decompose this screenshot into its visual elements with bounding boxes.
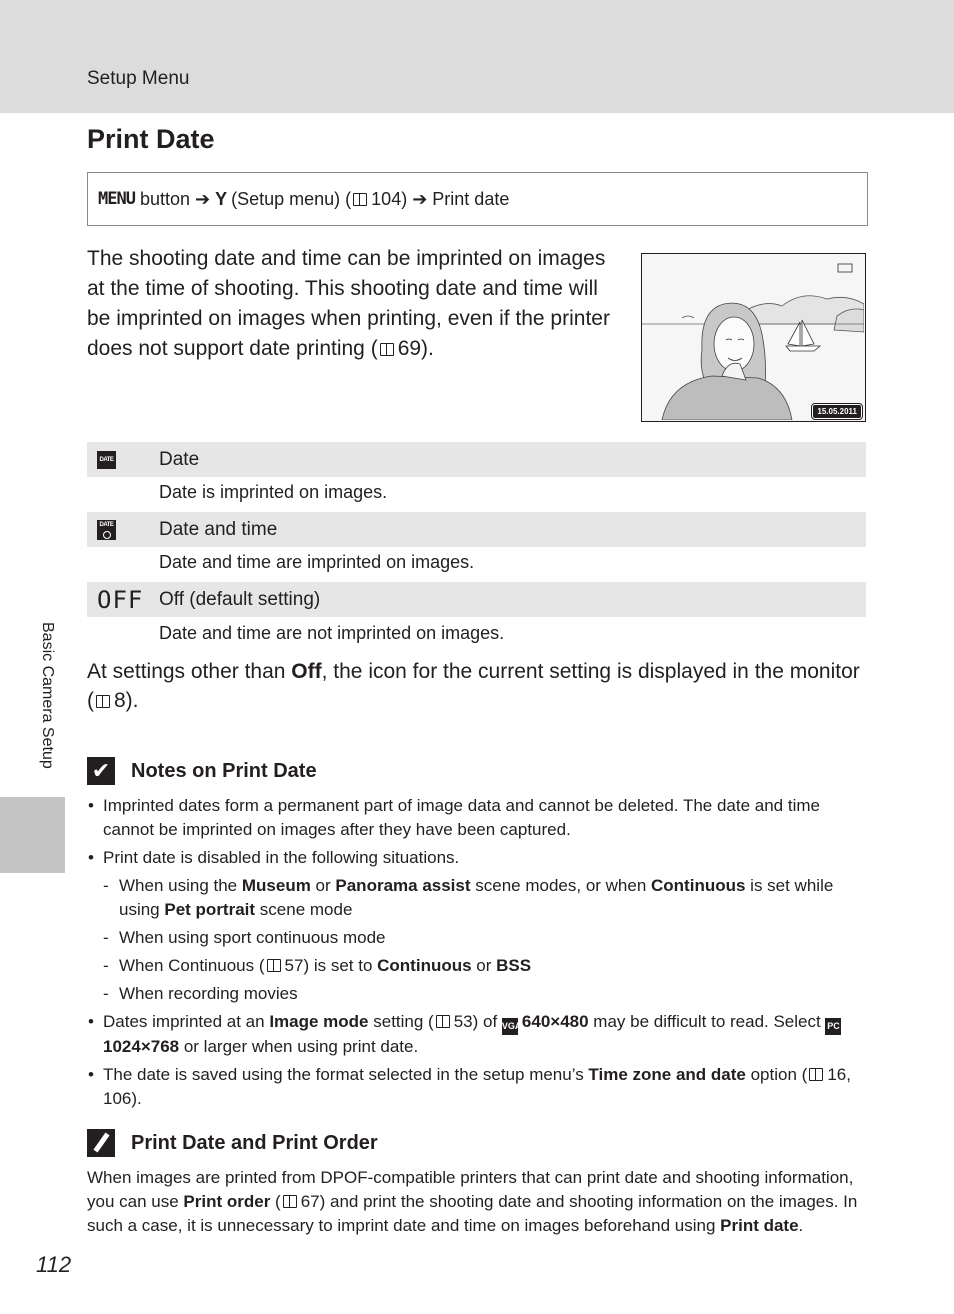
option-row-off (87, 582, 866, 617)
menu-button-icon: MENU (98, 189, 135, 209)
option-desc: Date is imprinted on images. (159, 482, 388, 502)
sub-list-item: - When using sport continuous mode (87, 926, 867, 950)
option-label: Off (default setting) (159, 588, 321, 610)
option-label: Date (159, 448, 200, 470)
page-title: Print Date (87, 124, 215, 154)
option-desc: Date and time are imprinted on images. (159, 552, 475, 572)
option-row-date (87, 442, 866, 477)
sub-list-item: - When Continuous ( 57) is set to Continuous or BSS (87, 954, 867, 978)
book-icon (267, 959, 281, 972)
intro-ref: 69). (397, 337, 434, 360)
arrow-icon: ➔ (412, 188, 428, 209)
book-icon (96, 695, 110, 708)
section-label: Setup Menu (87, 68, 190, 89)
book-icon (380, 343, 394, 356)
list-item: • Imprinted dates form a permanent part of image data and cannot be deleted. The date and time cannot be imprinted on images after they have been captured. (87, 794, 867, 842)
date-time-stamp-icon: DATE (97, 520, 116, 540)
notes-heading (87, 756, 317, 786)
date-stamp: 15.05.2011 (817, 407, 857, 416)
book-icon (283, 1195, 297, 1208)
pc-image-mode-icon: PC (825, 1018, 841, 1035)
book-icon (436, 1015, 450, 1028)
option-row-date-and-time (87, 512, 866, 547)
header-band (0, 0, 954, 113)
camera-monitor-illustration (641, 253, 866, 422)
sub-list-item: - When recording movies (87, 982, 867, 1006)
book-icon (353, 193, 367, 206)
setup-menu-text: (Setup menu) ( (231, 188, 352, 209)
checkmark-icon: ✔ (87, 757, 115, 785)
page-number: 112 (36, 1252, 72, 1277)
button-word: button (139, 188, 190, 209)
book-icon (809, 1068, 823, 1081)
intro-paragraph (87, 244, 617, 364)
chapter-label: Basic Camera Setup (39, 622, 56, 769)
sub-list-item: - When using the Museum or Panorama assist scene modes, or when Continuous is set while using Pet portrait scene mode (87, 874, 867, 922)
print-order-paragraph: When images are printed from DPOF-compatible printers that can print date and shooting information, you can use Print order ( 67) and print the shooting date and shooting information on the images. In such a case, it is unnecessary to imprint date and time on images beforehand using Print date. (87, 1168, 858, 1235)
notes-list (87, 794, 867, 1115)
arrow-icon: ➔ (195, 188, 211, 209)
setup-ref: 104) (371, 188, 408, 209)
date-stamp-badge (812, 404, 862, 419)
option-label: Date and time (159, 518, 278, 540)
notes-title: Notes on Print Date (131, 759, 317, 782)
pencil-icon (87, 1129, 115, 1157)
target-item: Print date (432, 188, 510, 209)
settings-note: At settings other than Off, the icon for the current setting is displayed in the monitor ( 8). (87, 660, 860, 712)
option-desc: Date and time are not imprinted on images. (159, 623, 505, 643)
print-order-heading (87, 1128, 378, 1158)
list-item: • Dates imprinted at an Image mode setting ( 53) of VGA640×480 may be difficult to read. Select PC1024×768 or larger when using print date. (87, 1010, 867, 1059)
list-item: • Print date is disabled in the following situations. (87, 846, 867, 870)
intro-text: The shooting date and time can be imprinted on images at the time of shooting. This shooting date and time will be imprinted on images when printing, even if the printer does not support date printing ( (87, 247, 610, 360)
print-order-title: Print Date and Print Order (131, 1131, 378, 1154)
off-icon: OFF (97, 585, 144, 614)
date-stamp-icon: DATE (97, 451, 116, 469)
menu-path-box (87, 172, 868, 226)
wrench-icon: Y (215, 188, 228, 209)
list-item: • The date is saved using the format selected in the setup menu’s Time zone and date option ( 16, 106). (87, 1063, 867, 1111)
vga-image-mode-icon: VGA (502, 1018, 518, 1035)
chapter-tab (0, 797, 65, 873)
portrait-photo (642, 254, 864, 420)
